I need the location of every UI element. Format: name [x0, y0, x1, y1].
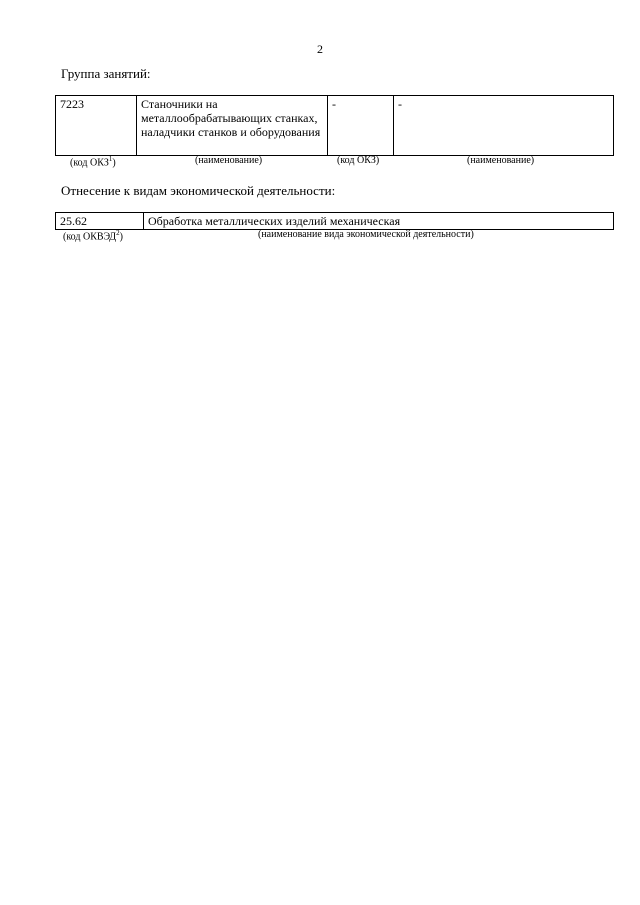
occupation-group-heading: Группа занятий: [61, 66, 151, 81]
okz-code-caption [70, 155, 116, 168]
okved-code-cell: 25.62 [56, 213, 144, 230]
okved-code-caption-close: ) [119, 231, 123, 243]
footnote-1: 1 [108, 155, 113, 163]
economic-activity-table [55, 212, 614, 230]
name-2-caption: (наименование) [467, 155, 535, 166]
occupation-group-table [55, 95, 614, 156]
okz-code-2-cell: - [328, 96, 394, 156]
page-number: 2 [317, 42, 323, 56]
occupation-name-cell: Станочники на металлообрабатывающих станках, наладчики станков и оборудования [137, 96, 328, 156]
name-caption: (наименование) [195, 155, 263, 166]
okved-code-caption [63, 229, 123, 242]
footnote-2: 2 [116, 229, 120, 237]
okz-code-caption-text: (код ОКЗ [70, 157, 109, 169]
table-row [56, 96, 614, 156]
okz-code-caption-close: ) [112, 157, 116, 169]
okved-code-caption-text: (код ОКВЭД [63, 231, 117, 243]
okz-code-cell: 7223 [56, 96, 137, 156]
okz-code-2-caption: (код ОКЗ) [337, 155, 380, 166]
economic-activity-heading: Отнесение к видам экономической деятельности: [61, 183, 336, 198]
occupation-name-2-cell: - [394, 96, 614, 156]
activity-name-caption: (наименование вида экономической деятельности) [258, 229, 474, 240]
table-row [56, 213, 614, 230]
activity-name-cell: Обработка металлических изделий механическая [144, 213, 614, 230]
